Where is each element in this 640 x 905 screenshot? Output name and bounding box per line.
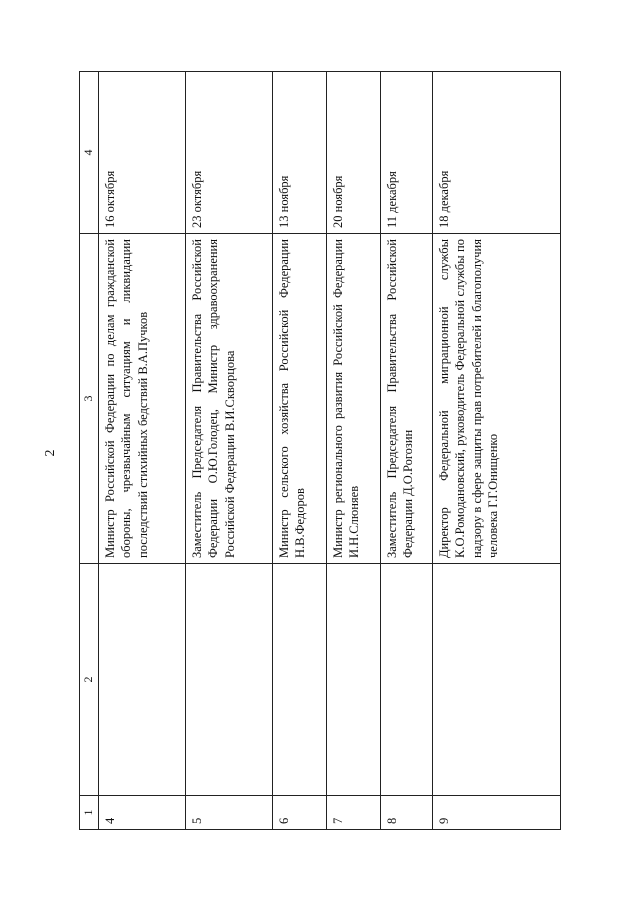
- schedule-table: [79, 71, 561, 830]
- row-date: 20 ноября: [326, 72, 380, 234]
- table-row: [272, 72, 326, 830]
- row-date: 16 октября: [98, 72, 185, 234]
- table-row: [432, 72, 560, 830]
- header-col-1: 1: [80, 796, 99, 830]
- row-number: 7: [326, 796, 380, 830]
- row-person: Министр сельского хозяйства Российской Федерации Н.В.Федоров: [272, 234, 326, 564]
- row-person: Директор Федеральной миграционной службы К.О.Ромодановский, руководитель Федеральной службы по надзору в сфере защиты прав потребителей и благополучия человека Г.Г.Онищенко: [432, 234, 560, 564]
- row-number: 6: [272, 796, 326, 830]
- row-person: Заместитель Председателя Правительства Российской Федерации Д.О.Рогозин: [380, 234, 432, 564]
- row-number: 4: [98, 796, 185, 830]
- row-date: 18 декабря: [432, 72, 560, 234]
- row-date: 23 октября: [185, 72, 272, 234]
- header-col-4: 4: [80, 72, 99, 234]
- row-number: 8: [380, 796, 432, 830]
- page-number: 2: [43, 449, 58, 457]
- header-col-2: 2: [80, 564, 99, 796]
- header-col-3: 3: [80, 234, 99, 564]
- schedule-table-container: [79, 72, 561, 830]
- row-col2: [272, 564, 326, 796]
- table-row: [185, 72, 272, 830]
- row-col2: [185, 564, 272, 796]
- table-row: [98, 72, 185, 830]
- row-col2: [98, 564, 185, 796]
- table-header-row: [80, 72, 99, 830]
- row-col2: [380, 564, 432, 796]
- row-date: 13 ноября: [272, 72, 326, 234]
- row-person: Министр регионального развития Российской Федерации И.Н.Слюняев: [326, 234, 380, 564]
- table-row: [326, 72, 380, 830]
- table-row: [380, 72, 432, 830]
- row-person: Заместитель Председателя Правительства Российской Федерации О.Ю.Голодец, Министр здравоохранения Российской Федерации В.И.Скворцова: [185, 234, 272, 564]
- row-col2: [432, 564, 560, 796]
- row-number: 9: [432, 796, 560, 830]
- row-number: 5: [185, 796, 272, 830]
- row-col2: [326, 564, 380, 796]
- row-date: 11 декабря: [380, 72, 432, 234]
- row-person: Министр Российской Федерации по делам гражданской обороны, чрезвычайным ситуациям и ликвидации последствий стихийных бедствий В.А.Пучков: [98, 234, 185, 564]
